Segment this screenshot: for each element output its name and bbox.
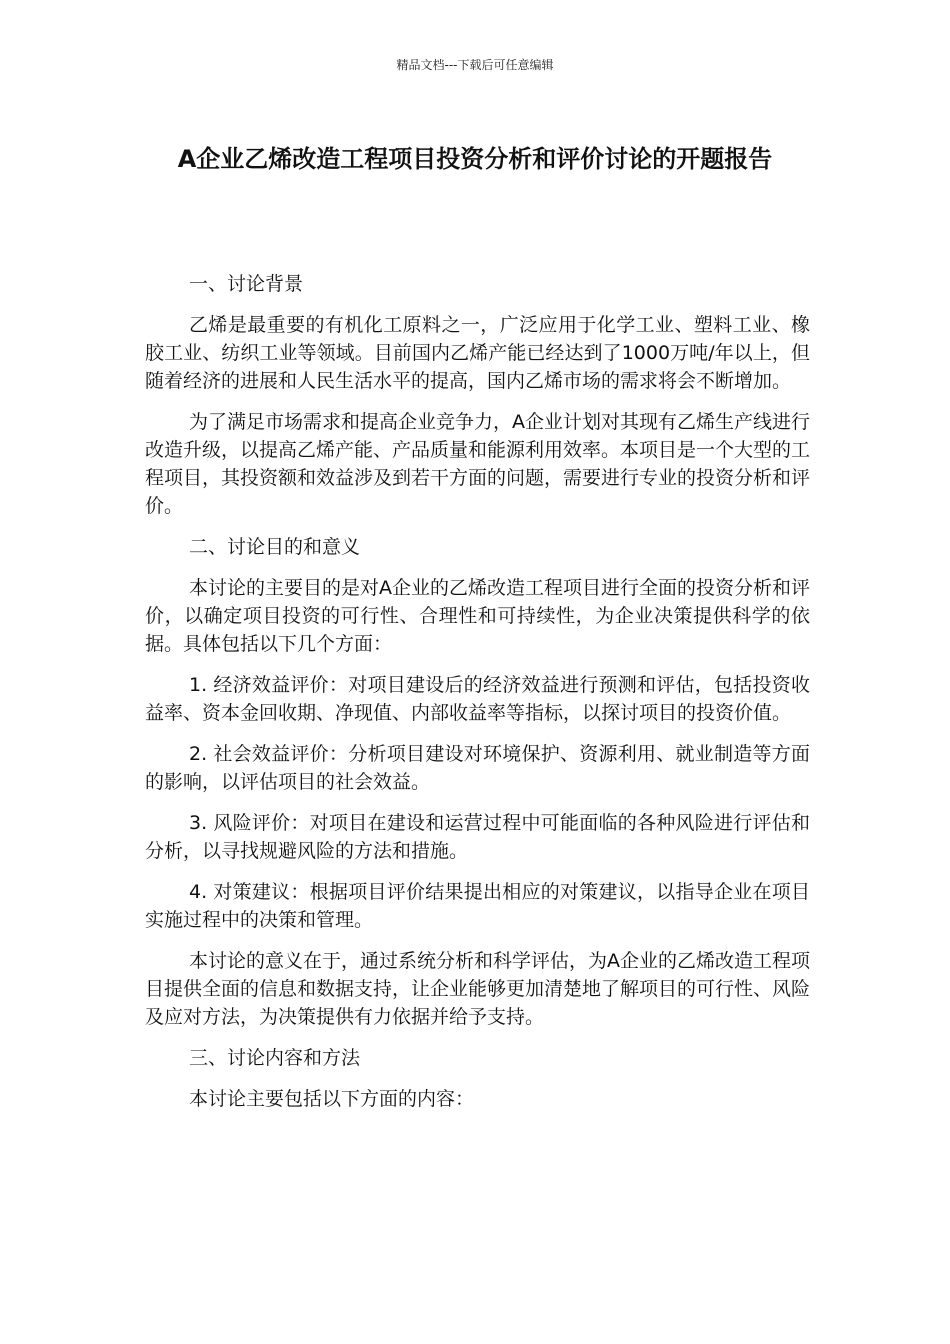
section-heading-content-methods: 三、讨论内容和方法 (189, 1047, 361, 1069)
document-body (145, 270, 810, 1126)
list-item-economic-evaluation: 1. 经济效益评价：对项目建设后的经济效益进行预测和评估，包括投资收益率、资本金回收期、净现值、内部收益率等指标，以探讨项目的投资价值。 (145, 674, 810, 724)
list-item-social-evaluation: 2. 社会效益评价：分析项目建设对环境保护、资源利用、就业制造等方面的影响，以评估项目的社会效益。 (145, 743, 810, 793)
section-heading-background: 一、讨论背景 (189, 273, 304, 295)
page-header: 精品文档---下载后可任意编辑 (396, 58, 554, 72)
paragraph-content-intro: 本讨论主要包括以下方面的内容： (189, 1088, 475, 1110)
paragraph-background-2: 为了满足市场需求和提高企业竞争力，A企业计划对其现有乙烯生产线进行改造升级，以提高乙烯产能、产品质量和能源利用效率。本项目是一个大型的工程项目，其投资额和效益涉及到若干方面的问题，需要进行专业的投资分析和评价。 (145, 411, 811, 517)
paragraph-purpose-intro: 本讨论的主要目的是对A企业的乙烯改造工程项目进行全面的投资分析和评价，以确定项目投资的可行性、合理性和可持续性，为企业决策提供科学的依据。具体包括以下几个方面： (145, 577, 810, 655)
document-title: A企业乙烯改造工程项目投资分析和评价讨论的开题报告 (177, 145, 773, 173)
list-item-recommendations: 4. 对策建议：根据项目评价结果提出相应的对策建议，以指导企业在项目实施过程中的决策和管理。 (145, 881, 810, 931)
list-item-risk-evaluation: 3. 风险评价：对项目在建设和运营过程中可能面临的各种风险进行评估和分析，以寻找规避风险的方法和措施。 (145, 812, 810, 862)
paragraph-significance: 本讨论的意义在于，通过系统分析和科学评估，为A企业的乙烯改造工程项目提供全面的信息和数据支持，让企业能够更加清楚地了解项目的可行性、风险及应对方法，为决策提供有力依据并给予支持。 (145, 950, 811, 1028)
paragraph-background-1: 乙烯是最重要的有机化工原料之一，广泛应用于化学工业、塑料工业、橡胶工业、纺织工业等领域。目前国内乙烯产能已经达到了1000万吨/年以上，但随着经济的进展和人民生活水平的提高，国内乙烯市场的需求将会不断增加。 (145, 314, 810, 392)
section-heading-purpose: 二、讨论目的和意义 (189, 536, 361, 558)
